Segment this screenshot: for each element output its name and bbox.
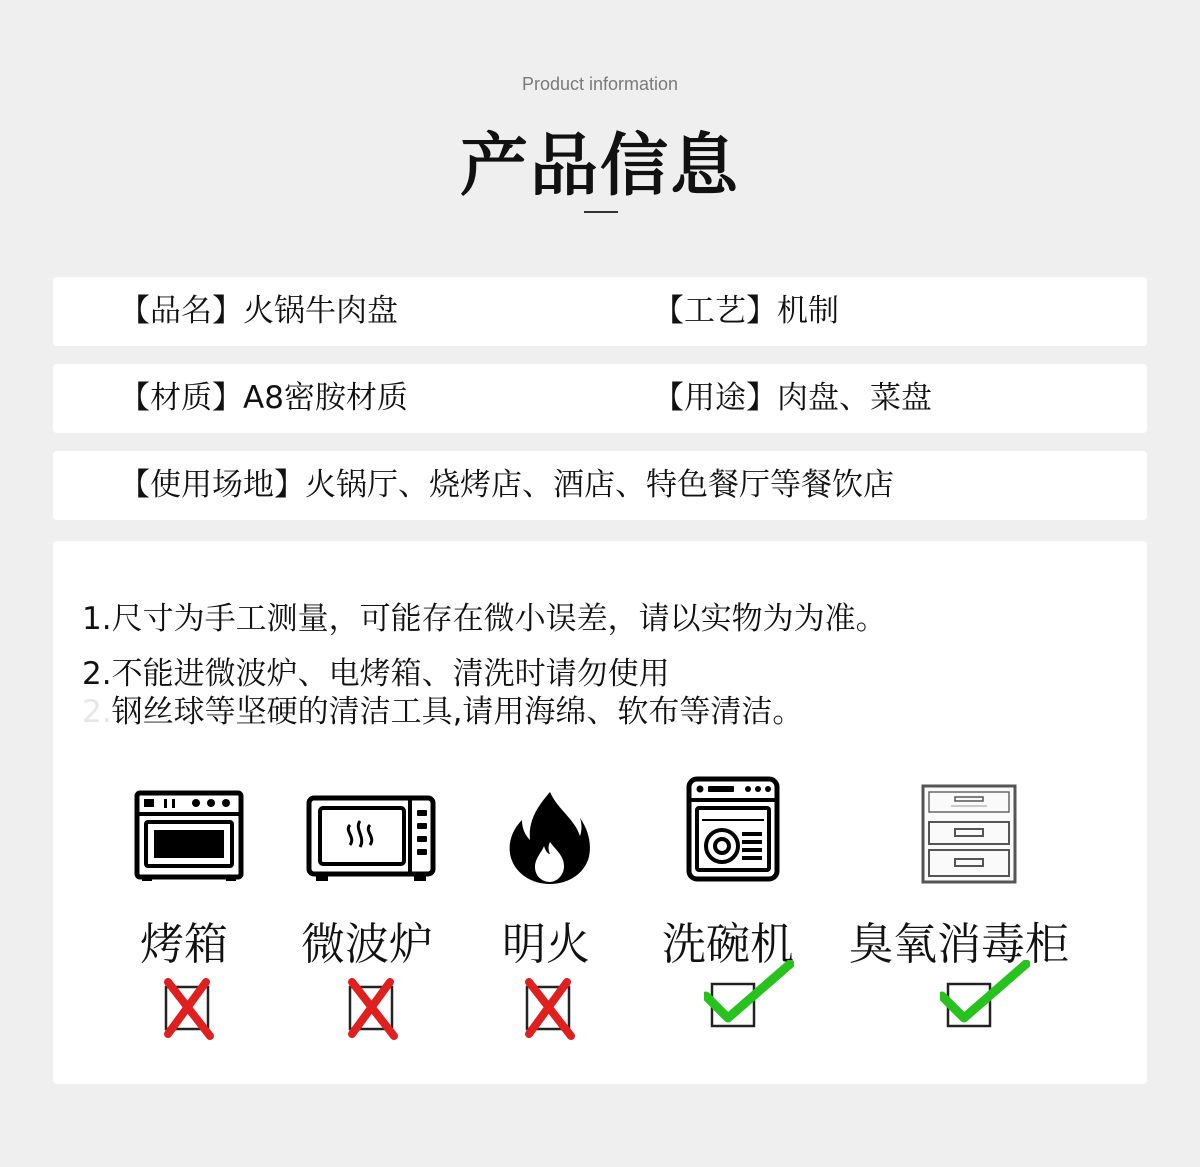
page-title: 产品信息 <box>459 127 740 206</box>
usage-label-microwave: 微波炉 <box>301 919 433 970</box>
info-row-venue <box>53 451 1147 520</box>
not-allowed-cross-icon <box>162 978 214 1040</box>
section-subtitle: Product information <box>521 74 679 94</box>
sterilizer-cabinet-icon <box>921 784 1017 884</box>
usage-label-open-flame: 明火 <box>502 919 590 970</box>
info-row-material <box>53 364 1147 433</box>
oven-icon <box>134 790 244 882</box>
info-venue: 【使用场地】火锅厅、烧烤店、酒店、特色餐厅等餐饮店 <box>119 467 894 503</box>
info-row-name <box>53 277 1147 346</box>
not-allowed-cross-icon <box>346 978 398 1040</box>
info-craft: 【工艺】机制 <box>653 293 839 329</box>
dishwasher-icon <box>686 776 780 884</box>
note-line-3 <box>82 686 803 731</box>
note-line-3-number: 2. <box>82 694 112 730</box>
info-material: 【材质】A8密胺材质 <box>119 380 408 416</box>
info-product-name: 【品名】火锅牛肉盘 <box>119 293 398 329</box>
note-line-3-text: 钢丝球等坚硬的清洁工具,请用海绵、软布等清洁。 <box>111 694 804 730</box>
usage-label-dishwasher: 洗碗机 <box>662 919 794 970</box>
note-line-2: 2.不能进微波炉、电烤箱、清洗时请勿使用 <box>82 656 670 692</box>
fire-icon <box>508 790 592 884</box>
usage-label-sterilizer: 臭氧消毒柜 <box>849 919 1069 970</box>
microwave-icon <box>306 795 436 883</box>
allowed-check-icon <box>940 960 1030 1030</box>
not-allowed-cross-icon <box>523 978 575 1040</box>
title-divider <box>584 211 618 213</box>
note-line-1: 1.尺寸为手工测量，可能存在微小误差，请以实物为为准。 <box>82 601 887 637</box>
usage-label-oven: 烤箱 <box>140 919 228 970</box>
allowed-check-icon <box>704 960 794 1030</box>
info-usage: 【用途】肉盘、菜盘 <box>653 380 932 416</box>
